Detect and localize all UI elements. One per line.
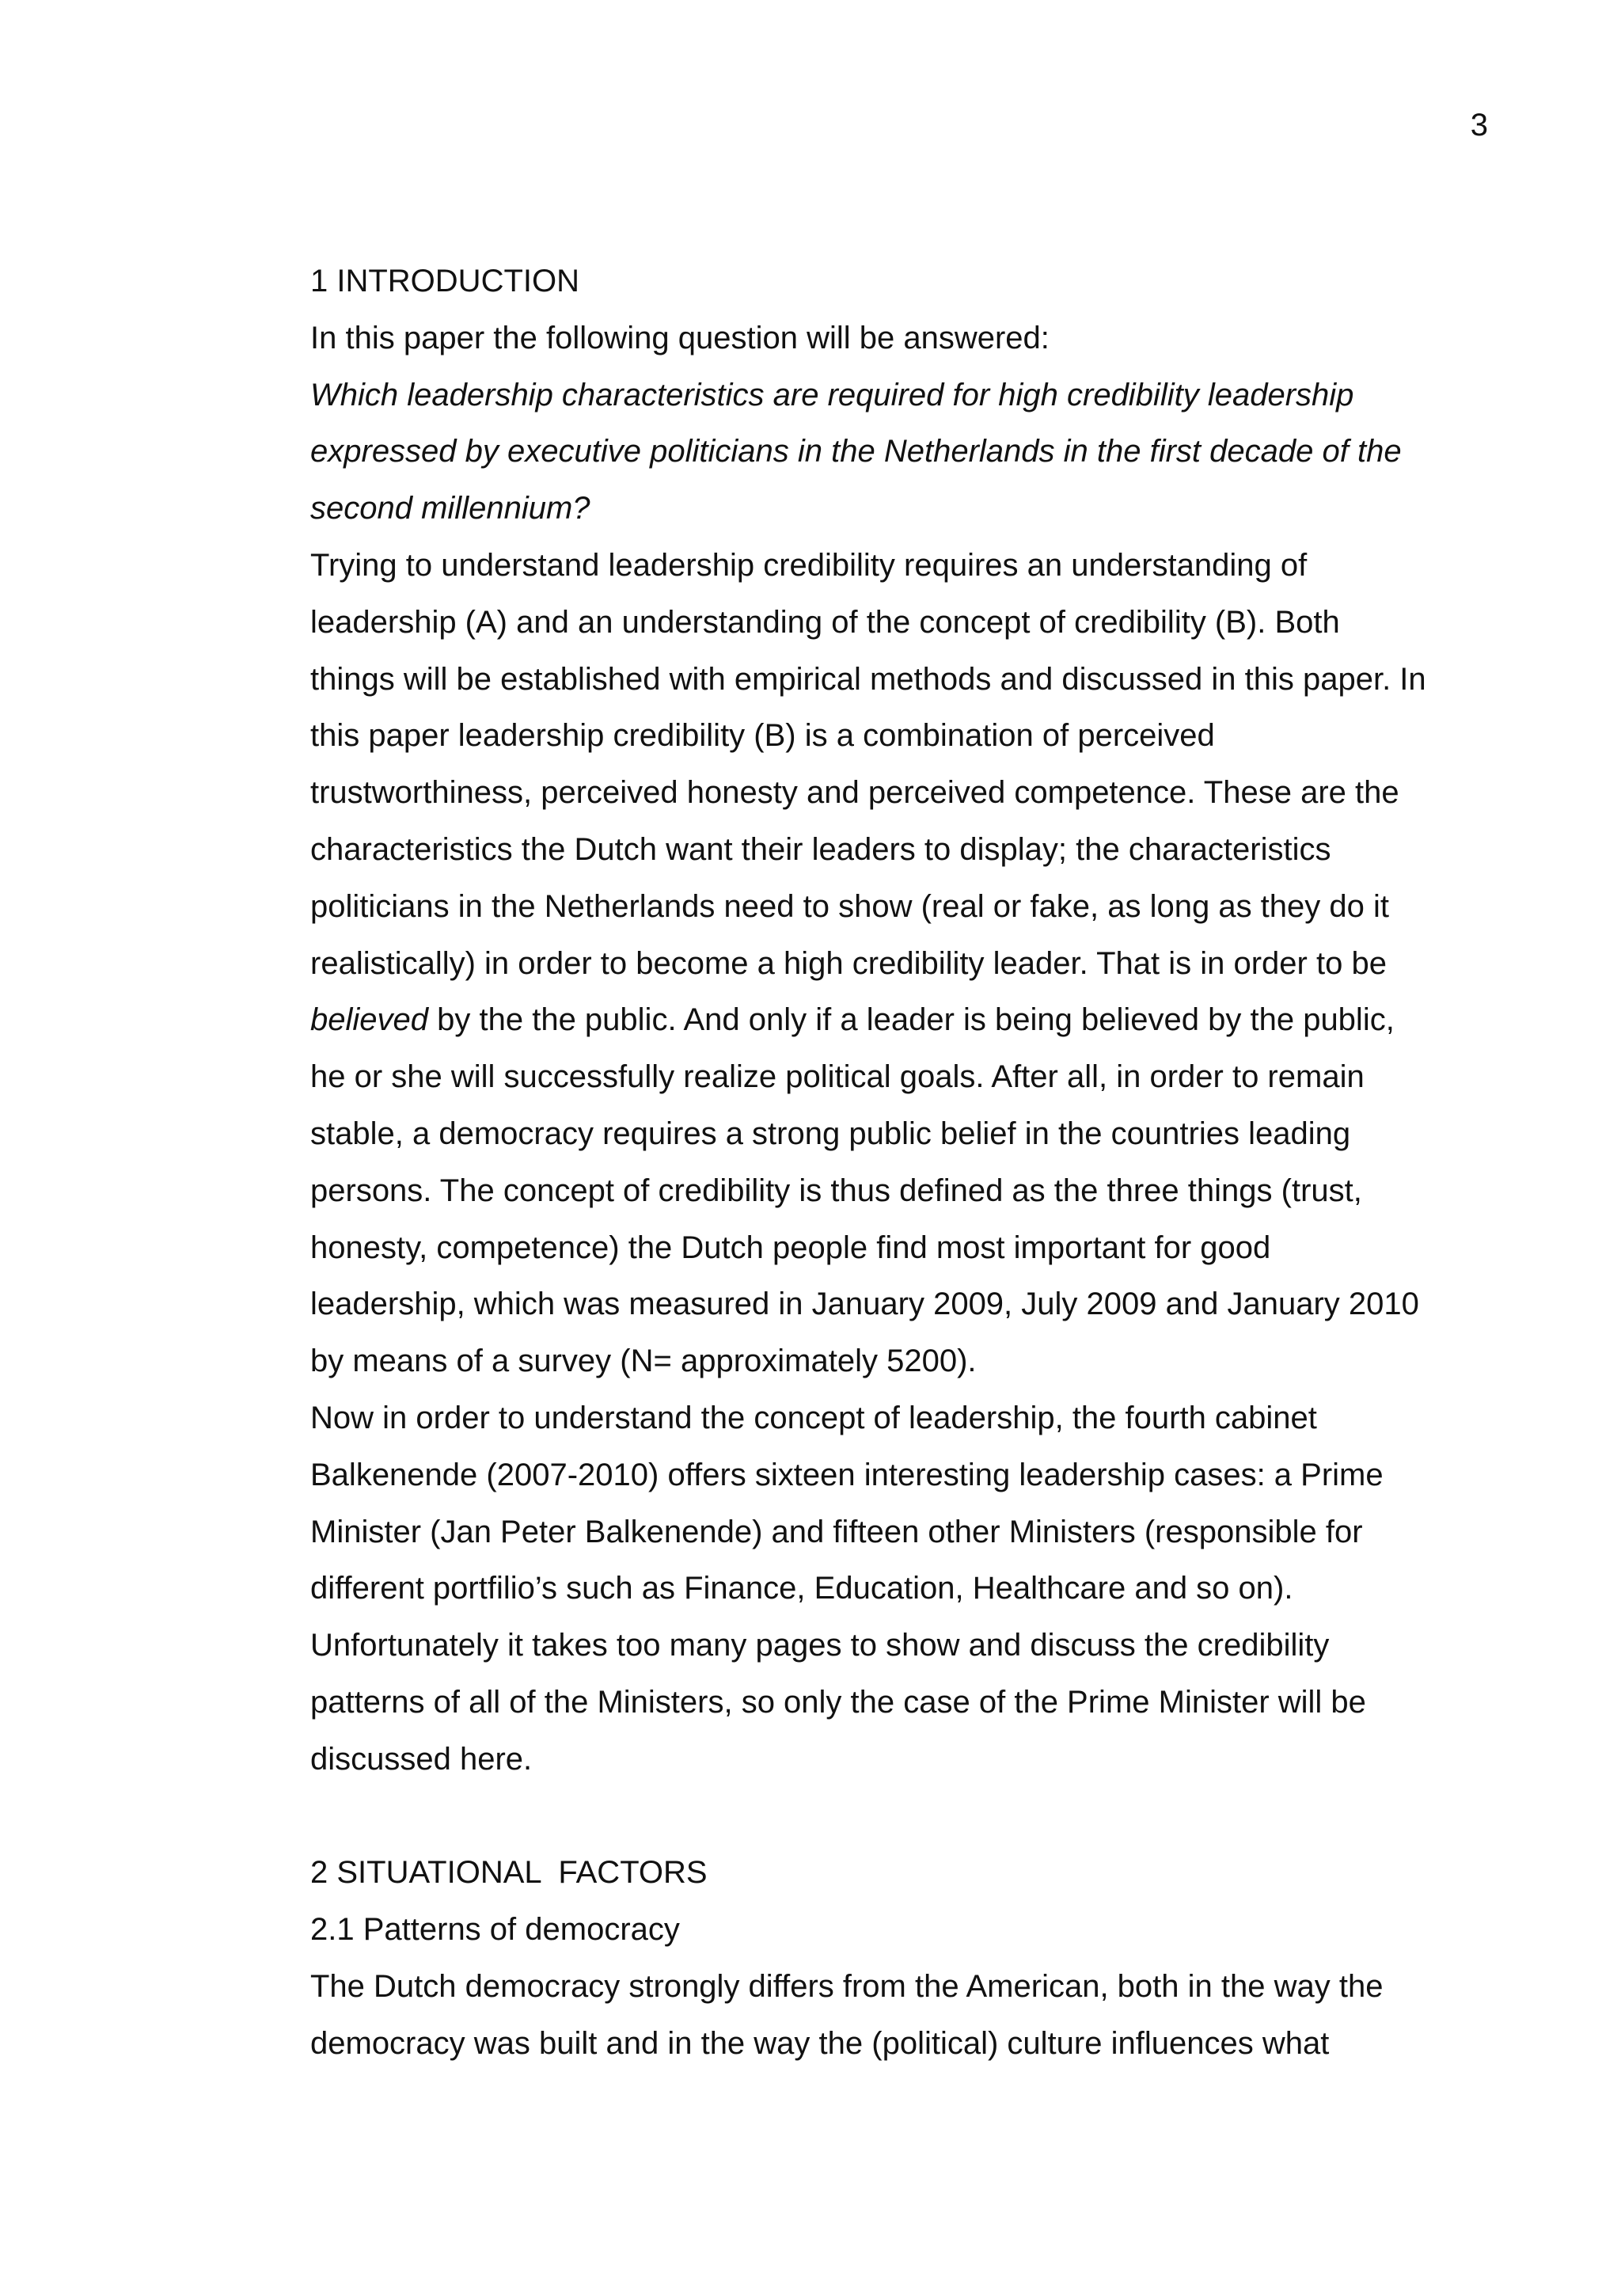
emphasis-believed: believed bbox=[310, 1002, 429, 1038]
text-line: Minister (Jan Peter Balkenende) and fifteen other Ministers (responsible for bbox=[310, 1514, 1363, 1549]
text-line: Balkenende (2007-2010) offers sixteen interesting leadership cases: a Prime bbox=[310, 1457, 1384, 1492]
text-line: leadership (A) and an understanding of the concept of credibility (B). Both bbox=[310, 604, 1340, 640]
text-line: Trying to understand leadership credibility requires an understanding of bbox=[310, 547, 1308, 583]
intro-line: In this paper the following question will be answered: bbox=[310, 320, 1050, 355]
page-body bbox=[310, 253, 1513, 2073]
paragraph-dutch-democracy bbox=[310, 1959, 1513, 2073]
text-line: this paper leadership credibility (B) is a combination of perceived bbox=[310, 718, 1215, 754]
text-line-emphasis bbox=[310, 992, 1513, 1049]
paragraph-credibility bbox=[310, 538, 1513, 1390]
text-line: politicians in the Netherlands need to show (real or fake, as long as they do it bbox=[310, 888, 1390, 924]
text-line: Unfortunately it takes too many pages to show and discuss the credibility bbox=[310, 1628, 1330, 1663]
question-line: second millennium? bbox=[310, 491, 590, 526]
text-line: trustworthiness, perceived honesty and perceived competence. These are the bbox=[310, 775, 1399, 811]
text-line: democracy was built and in the way the (political) culture influences what bbox=[310, 2025, 1330, 2061]
text-fragment: by the the public. And only if a leader is being believed by the public, bbox=[428, 1002, 1395, 1038]
text-line: stable, a democracy requires a strong public belief in the countries leading bbox=[310, 1116, 1351, 1151]
paragraph-leadership-cases bbox=[310, 1390, 1513, 1789]
text-line: persons. The concept of credibility is thus defined as the three things (trust, bbox=[310, 1173, 1362, 1208]
text-line: leadership, which was measured in January 2009, July 2009 and January 2010 bbox=[310, 1287, 1419, 1322]
section-heading-situational-factors: 2 SITUATIONAL FACTORS bbox=[310, 1855, 708, 1891]
text-line: discussed here. bbox=[310, 1741, 533, 1777]
section-spacer bbox=[310, 1789, 1513, 1846]
text-line: different portfilio’s such as Finance, Education, Healthcare and so on). bbox=[310, 1571, 1293, 1606]
research-question bbox=[310, 367, 1513, 538]
section-heading-introduction: 1 INTRODUCTION bbox=[310, 264, 579, 298]
text-line: by means of a survey (N= approximately 5200). bbox=[310, 1344, 977, 1379]
page-number: 3 bbox=[1470, 108, 1488, 143]
text-line: patterns of all of the Ministers, so only the case of the Prime Minister will be bbox=[310, 1684, 1366, 1720]
text-line: characteristics the Dutch want their leaders to display; the characteristics bbox=[310, 831, 1331, 867]
text-line: Now in order to understand the concept of leadership, the fourth cabinet bbox=[310, 1400, 1317, 1435]
text-line: The Dutch democracy strongly differs from the American, both in the way the bbox=[310, 1968, 1384, 2004]
text-line: honesty, competence) the Dutch people find most important for good bbox=[310, 1230, 1271, 1265]
text-line: things will be established with empirical methods and discussed in this paper. In bbox=[310, 661, 1426, 697]
question-line: expressed by executive politicians in the Netherlands in the first decade of the bbox=[310, 434, 1402, 469]
question-line: Which leadership characteristics are required for high credibility leadership bbox=[310, 377, 1354, 412]
text-line: he or she will successfully realize political goals. After all, in order to remain bbox=[310, 1059, 1365, 1095]
text-line: realistically) in order to become a high credibility leader. That is in order to be bbox=[310, 945, 1387, 981]
subsection-heading-patterns-of-democracy: 2.1 Patterns of democracy bbox=[310, 1912, 680, 1948]
